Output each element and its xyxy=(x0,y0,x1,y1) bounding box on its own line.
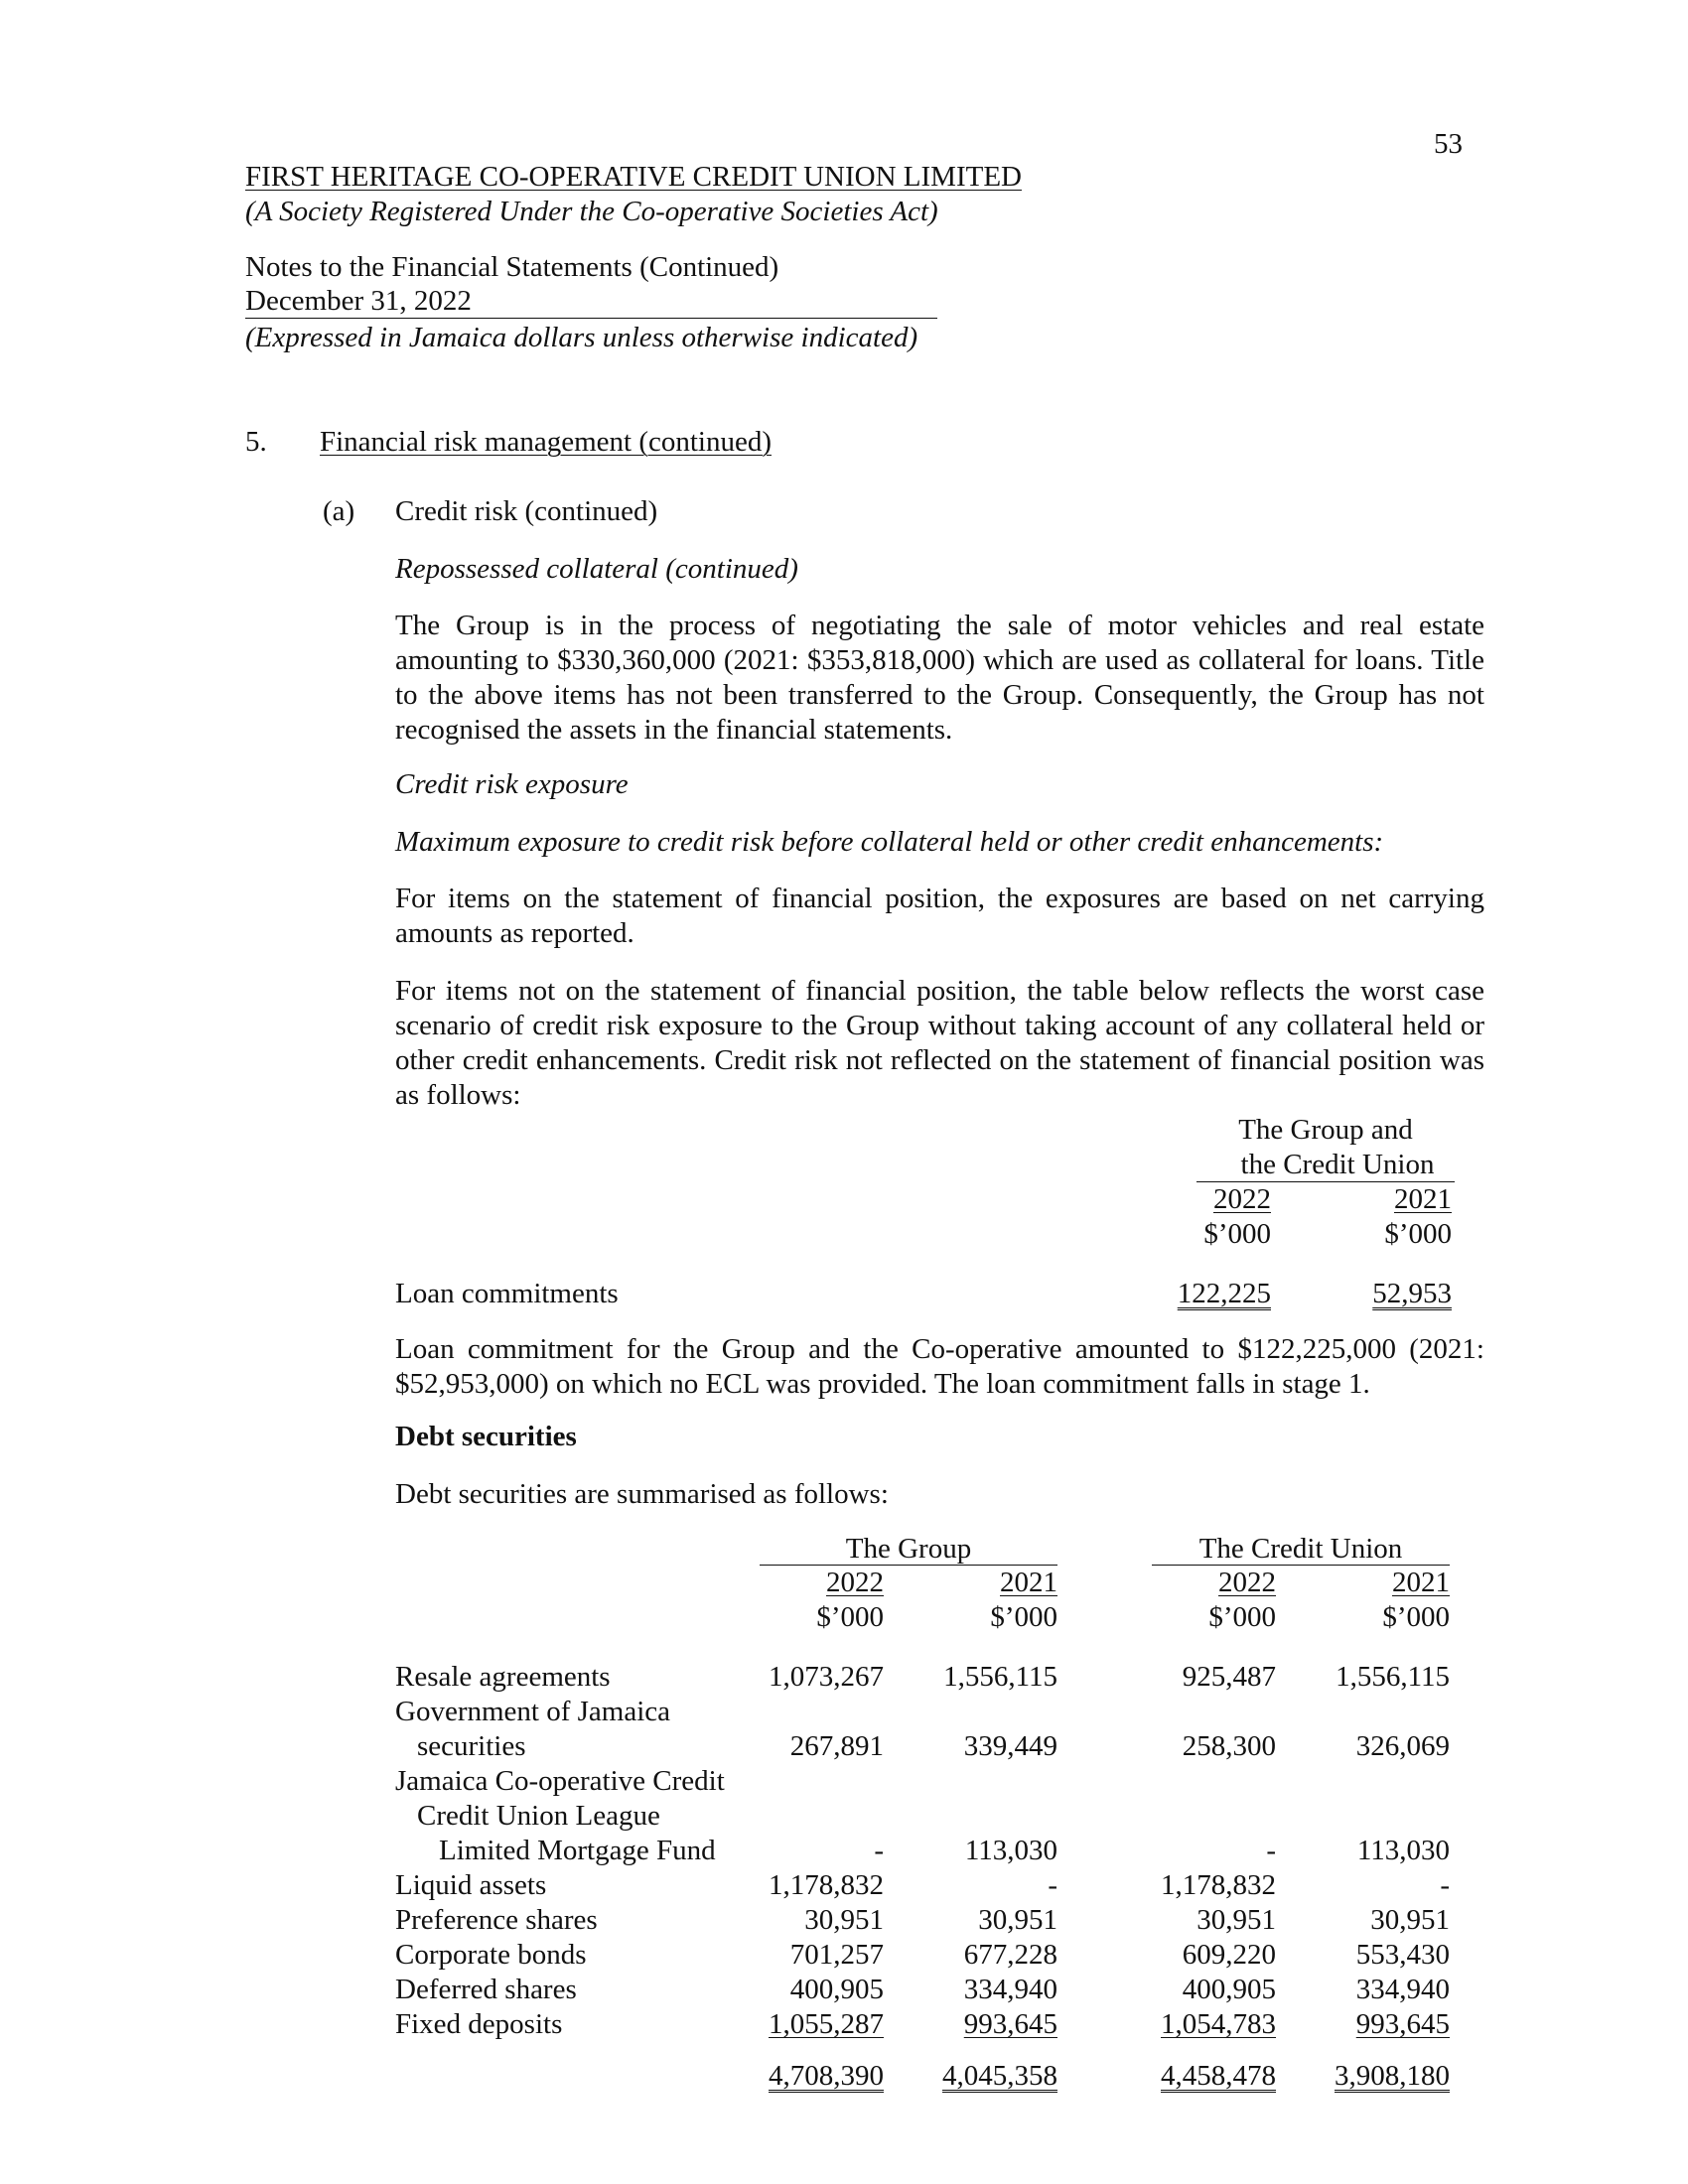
value-cu-2022: 30,951 xyxy=(1196,1904,1276,1936)
value-group-2021: 339,449 xyxy=(963,1730,1057,1762)
value-cu-2021: 1,556,115 xyxy=(1336,1661,1450,1693)
total-cu-2021: 3,908,180 xyxy=(1335,2060,1450,2092)
value-group-2022: 701,257 xyxy=(789,1939,884,1971)
value-group-2022: 1,073,267 xyxy=(769,1661,884,1693)
on-sofp-paragraph: For items on the statement of financial position, the exposures are based on net carrying amounts as reported. xyxy=(395,883,1484,949)
currency-note: (Expressed in Jamaica dollars unless otherwise indicated) xyxy=(245,322,918,353)
value-cu-2022: 400,905 xyxy=(1182,1974,1276,2005)
value-cu-2021: 993,645 xyxy=(1355,2008,1450,2040)
section-title: Financial risk management (continued) xyxy=(320,426,772,458)
debt-row-label: Preference shares xyxy=(395,1904,598,1936)
value-cu-2021: - xyxy=(1440,1869,1450,1901)
commitments-year-2022: 2022 xyxy=(1213,1183,1271,1215)
year-cu-2022: 2022 xyxy=(1218,1567,1276,1598)
debt-row-label: Jamaica Co-operative Credit xyxy=(395,1765,725,1797)
group-header: The Group xyxy=(845,1533,972,1565)
value-cu-2021: 334,940 xyxy=(1355,1974,1450,2005)
debt-row-label: Limited Mortgage Fund xyxy=(439,1835,716,1866)
debt-intro: Debt securities are summarised as follows: xyxy=(395,1478,889,1510)
debt-row-label: Government of Jamaica xyxy=(395,1696,671,1727)
value-group-2022: 1,178,832 xyxy=(769,1869,884,1901)
value-group-2022: - xyxy=(874,1835,884,1866)
exposure-heading: Credit risk exposure xyxy=(395,768,629,800)
value-cu-2021: 553,430 xyxy=(1355,1939,1450,1971)
unit-cu-2021: $’000 xyxy=(1382,1601,1450,1633)
total-group-2021: 4,045,358 xyxy=(942,2060,1057,2092)
section-number: 5. xyxy=(245,426,267,458)
unit-group-2021: $’000 xyxy=(990,1601,1057,1633)
repossessed-heading: Repossessed collateral (continued) xyxy=(395,553,798,585)
page-number: 53 xyxy=(1434,128,1463,160)
report-date: December 31, 2022 xyxy=(245,285,937,319)
commitments-header-line1: The Group and xyxy=(1238,1114,1413,1146)
total-group-2022: 4,708,390 xyxy=(769,2060,884,2092)
value-group-2021: 1,556,115 xyxy=(943,1661,1057,1693)
value-cu-2022: 1,178,832 xyxy=(1161,1869,1276,1901)
subsection-title: Credit risk (continued) xyxy=(395,495,658,527)
value-group-2022: 1,055,287 xyxy=(769,2008,884,2040)
value-group-2021: 993,645 xyxy=(963,2008,1057,2040)
value-group-2021: 113,030 xyxy=(964,1835,1057,1866)
commitments-unit-2022: $’000 xyxy=(1203,1218,1271,1250)
value-cu-2022: 925,487 xyxy=(1182,1661,1276,1693)
total-cu-2022: 4,458,478 xyxy=(1161,2060,1276,2092)
credit-union-header: The Credit Union xyxy=(1198,1533,1403,1565)
org-subtitle: (A Society Registered Under the Co-operative Societies Act) xyxy=(245,196,938,227)
loan-commitments-2022: 122,225 xyxy=(1177,1278,1271,1309)
subsection-label: (a) xyxy=(323,495,355,527)
debt-row-label: Fixed deposits xyxy=(395,2008,563,2040)
repossessed-paragraph: The Group is in the process of negotiating the sale of motor vehicles and real estate amounting to $330,360,000 (2021: $353,818,000) which are used as collateral for loans. Title to the above items has not been transferred to the Group. Consequently, the Group has not recognised the assets in the financial statements. xyxy=(395,610,1484,746)
debt-row-label: securities xyxy=(417,1730,526,1762)
value-cu-2022: 1,054,783 xyxy=(1161,2008,1276,2040)
loan-commitments-2021: 52,953 xyxy=(1372,1278,1452,1309)
value-cu-2021: 326,069 xyxy=(1355,1730,1450,1762)
debt-heading: Debt securities xyxy=(395,1421,577,1452)
debt-row-label: Liquid assets xyxy=(395,1869,547,1901)
value-cu-2021: 30,951 xyxy=(1370,1904,1450,1936)
value-group-2022: 400,905 xyxy=(789,1974,884,2005)
debt-row-label: Resale agreements xyxy=(395,1661,611,1693)
not-on-sofp-paragraph: For items not on the statement of financial position, the table below reflects the worst case scenario of credit risk exposure to the Group without taking account of any collateral held or other credit enhancements. Credit risk not reflected on the statement of financial position was as follows: xyxy=(395,975,1484,1111)
year-cu-2021: 2021 xyxy=(1392,1567,1450,1598)
debt-row-label: Credit Union League xyxy=(417,1800,660,1832)
value-group-2022: 30,951 xyxy=(804,1904,884,1936)
value-group-2021: 30,951 xyxy=(978,1904,1057,1936)
value-cu-2022: 609,220 xyxy=(1182,1939,1276,1971)
notes-title: Notes to the Financial Statements (Continued) xyxy=(245,251,779,283)
debt-row-label: Corporate bonds xyxy=(395,1939,587,1971)
commitments-header-line2: the Credit Union xyxy=(1240,1149,1435,1180)
value-group-2021: 677,228 xyxy=(963,1939,1057,1971)
year-group-2021: 2021 xyxy=(1000,1567,1057,1598)
commitment-note: Loan commitment for the Group and the Co-operative amounted to $122,225,000 (2021: $52,953,000) on which no ECL was provided. The loan commitment falls in stage 1. xyxy=(395,1333,1484,1400)
loan-commitments-label: Loan commitments xyxy=(395,1278,619,1309)
value-group-2021: 334,940 xyxy=(963,1974,1057,2005)
value-group-2021: - xyxy=(1048,1869,1057,1901)
debt-row-label: Deferred shares xyxy=(395,1974,577,2005)
commitments-year-2021: 2021 xyxy=(1394,1183,1452,1215)
year-group-2022: 2022 xyxy=(826,1567,884,1598)
max-exposure-heading: Maximum exposure to credit risk before collateral held or other credit enhancements: xyxy=(395,826,1384,858)
unit-cu-2022: $’000 xyxy=(1208,1601,1276,1633)
value-cu-2022: 258,300 xyxy=(1182,1730,1276,1762)
value-group-2022: 267,891 xyxy=(789,1730,884,1762)
commitments-unit-2021: $’000 xyxy=(1384,1218,1452,1250)
value-cu-2022: - xyxy=(1266,1835,1276,1866)
unit-group-2022: $’000 xyxy=(816,1601,884,1633)
org-name: FIRST HERITAGE CO-OPERATIVE CREDIT UNION LIMITED xyxy=(245,161,1022,193)
value-cu-2021: 113,030 xyxy=(1356,1835,1450,1866)
